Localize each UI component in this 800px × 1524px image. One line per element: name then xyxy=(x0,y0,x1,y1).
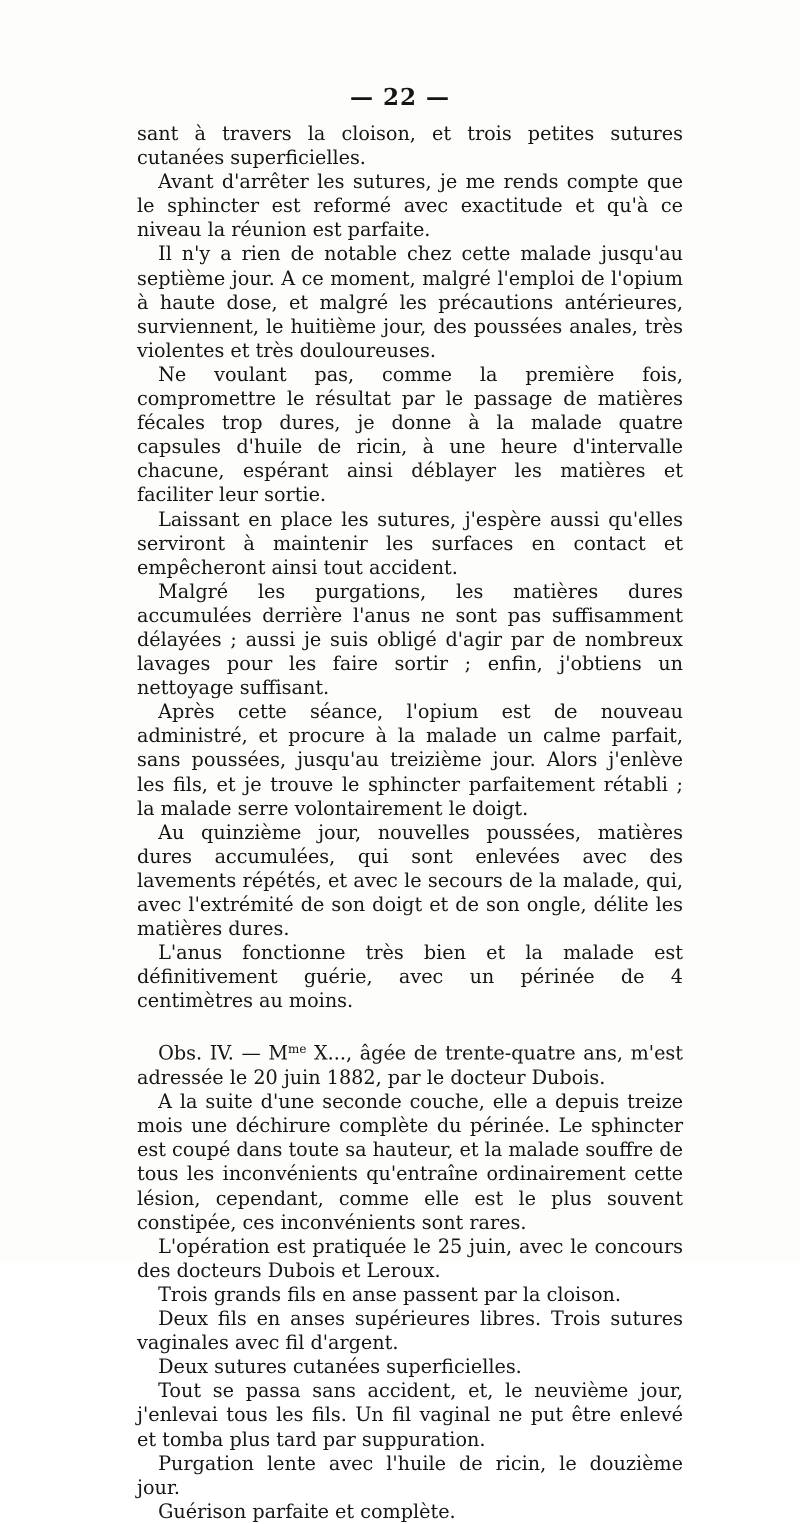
observation-label: Obs. IV. — M xyxy=(158,1042,289,1066)
paragraph-quinzieme-jour: Au quinzième jour, nouvelles poussées, matières dures accumulées, qui sont enlevées avec des lavements répétés, et avec le secours de la malade, qui, avec l'extrémité de son doigt et de son ongle, délite les matières dures. xyxy=(137,820,683,941)
observation-paragraph-purgation: Purgation lente avec l'huile de ricin, le douzième jour. xyxy=(137,1451,683,1499)
observation-paragraph-dechirure: A la suite d'une seconde couche, elle a depuis treize mois une déchirure complète du périnée. Le sphincter est coupé dans toute sa hauteur, et la malade souffre de tous les inconvénients qu'entraîne ordinairement cette lésion, cependant, comme elle est le plus souvent constipée, ces inconvénients sont rares. xyxy=(137,1090,683,1234)
paragraph-guerison: L'anus fonctionne très bien et la malade est définitivement guérie, avec un périnée de 4 centimètres au moins. xyxy=(137,941,683,1013)
paragraph-continuation: sant à travers la cloison, et trois petites sutures cutanées superficielles. xyxy=(137,122,683,170)
paragraph-septieme-jour: Il n'y a rien de notable chez cette malade jusqu'au septième jour. A ce moment, malgré l'emploi de l'opium à haute dose, et malgré les précautions antérieures, surviennent, le huitième jour, des poussées anales, très violentes et très douloureuses. xyxy=(137,242,683,362)
observation-lead-text: X..., âgée de trente-quatre ans, m'est adressée le 20 juin 1882, par le docteur Dubois. xyxy=(137,1042,683,1090)
paragraph-opium: Après cette séance, l'opium est de nouveau administré, et procure à la malade un calme parfait, sans poussées, jusqu'au treizième jour. Alors j'enlève les fils, et je trouve le sphincter parfaitement rétabli ; la malade serre volontairement le doigt. xyxy=(137,700,683,820)
body-text xyxy=(137,122,683,1524)
paragraph-sutures-en-place: Laissant en place les sutures, j'espère aussi qu'elles serviront à maintenir les surfaces en contact et empêcheront ainsi tout accident. xyxy=(137,507,683,579)
observation-paragraph-guerison: Guérison parfaite et complète. xyxy=(158,1499,456,1523)
paragraph-huile-de-ricin: Ne voulant pas, comme la première fois, compromettre le résultat par le passage de matières fécales trop dures, je donne à la malade quatre capsules d'huile de ricin, à une heure d'intervalle chacune, espérant ainsi déblayer les matières et faciliter leur sortie. xyxy=(137,362,683,507)
observation-paragraph-operation: L'opération est pratiquée le 25 juin, avec le concours des docteurs Dubois et Leroux. xyxy=(137,1234,683,1282)
paragraph-sutures: Avant d'arrêter les sutures, je me rends compte que le sphincter est reformé avec exactitude et qu'à ce niveau la réunion est parfaite. xyxy=(137,170,683,242)
observation-superscript: me xyxy=(288,1042,307,1057)
observation-paragraph-fils-anses: Deux fils en anses supérieures libres. Trois sutures vaginales avec fil d'argent. xyxy=(137,1307,683,1355)
observation-heading xyxy=(137,1037,683,1090)
page-number: — 22 — xyxy=(349,84,451,111)
paragraph-purgations: Malgré les purgations, les matières dures accumulées derrière l'anus ne sont pas suffisamment délayées ; aussi je suis obligé d'agir par de nombreux lavages pour les faire sortir ; enfin, j'obtiens un nettoyage suffisant. xyxy=(137,579,683,700)
observation-paragraph-sutures-cutanees: Deux sutures cutanées superficielles. xyxy=(158,1355,522,1379)
observation-paragraph-neuvieme-jour: Tout se passa sans accident, et, le neuvième jour, j'enlevai tous les fils. Un fil vaginal ne put être enlevé et tomba plus tard par suppuration. xyxy=(137,1379,683,1451)
observation-paragraph-fils-cloison: Trois grands fils en anse passent par la cloison. xyxy=(158,1282,622,1306)
